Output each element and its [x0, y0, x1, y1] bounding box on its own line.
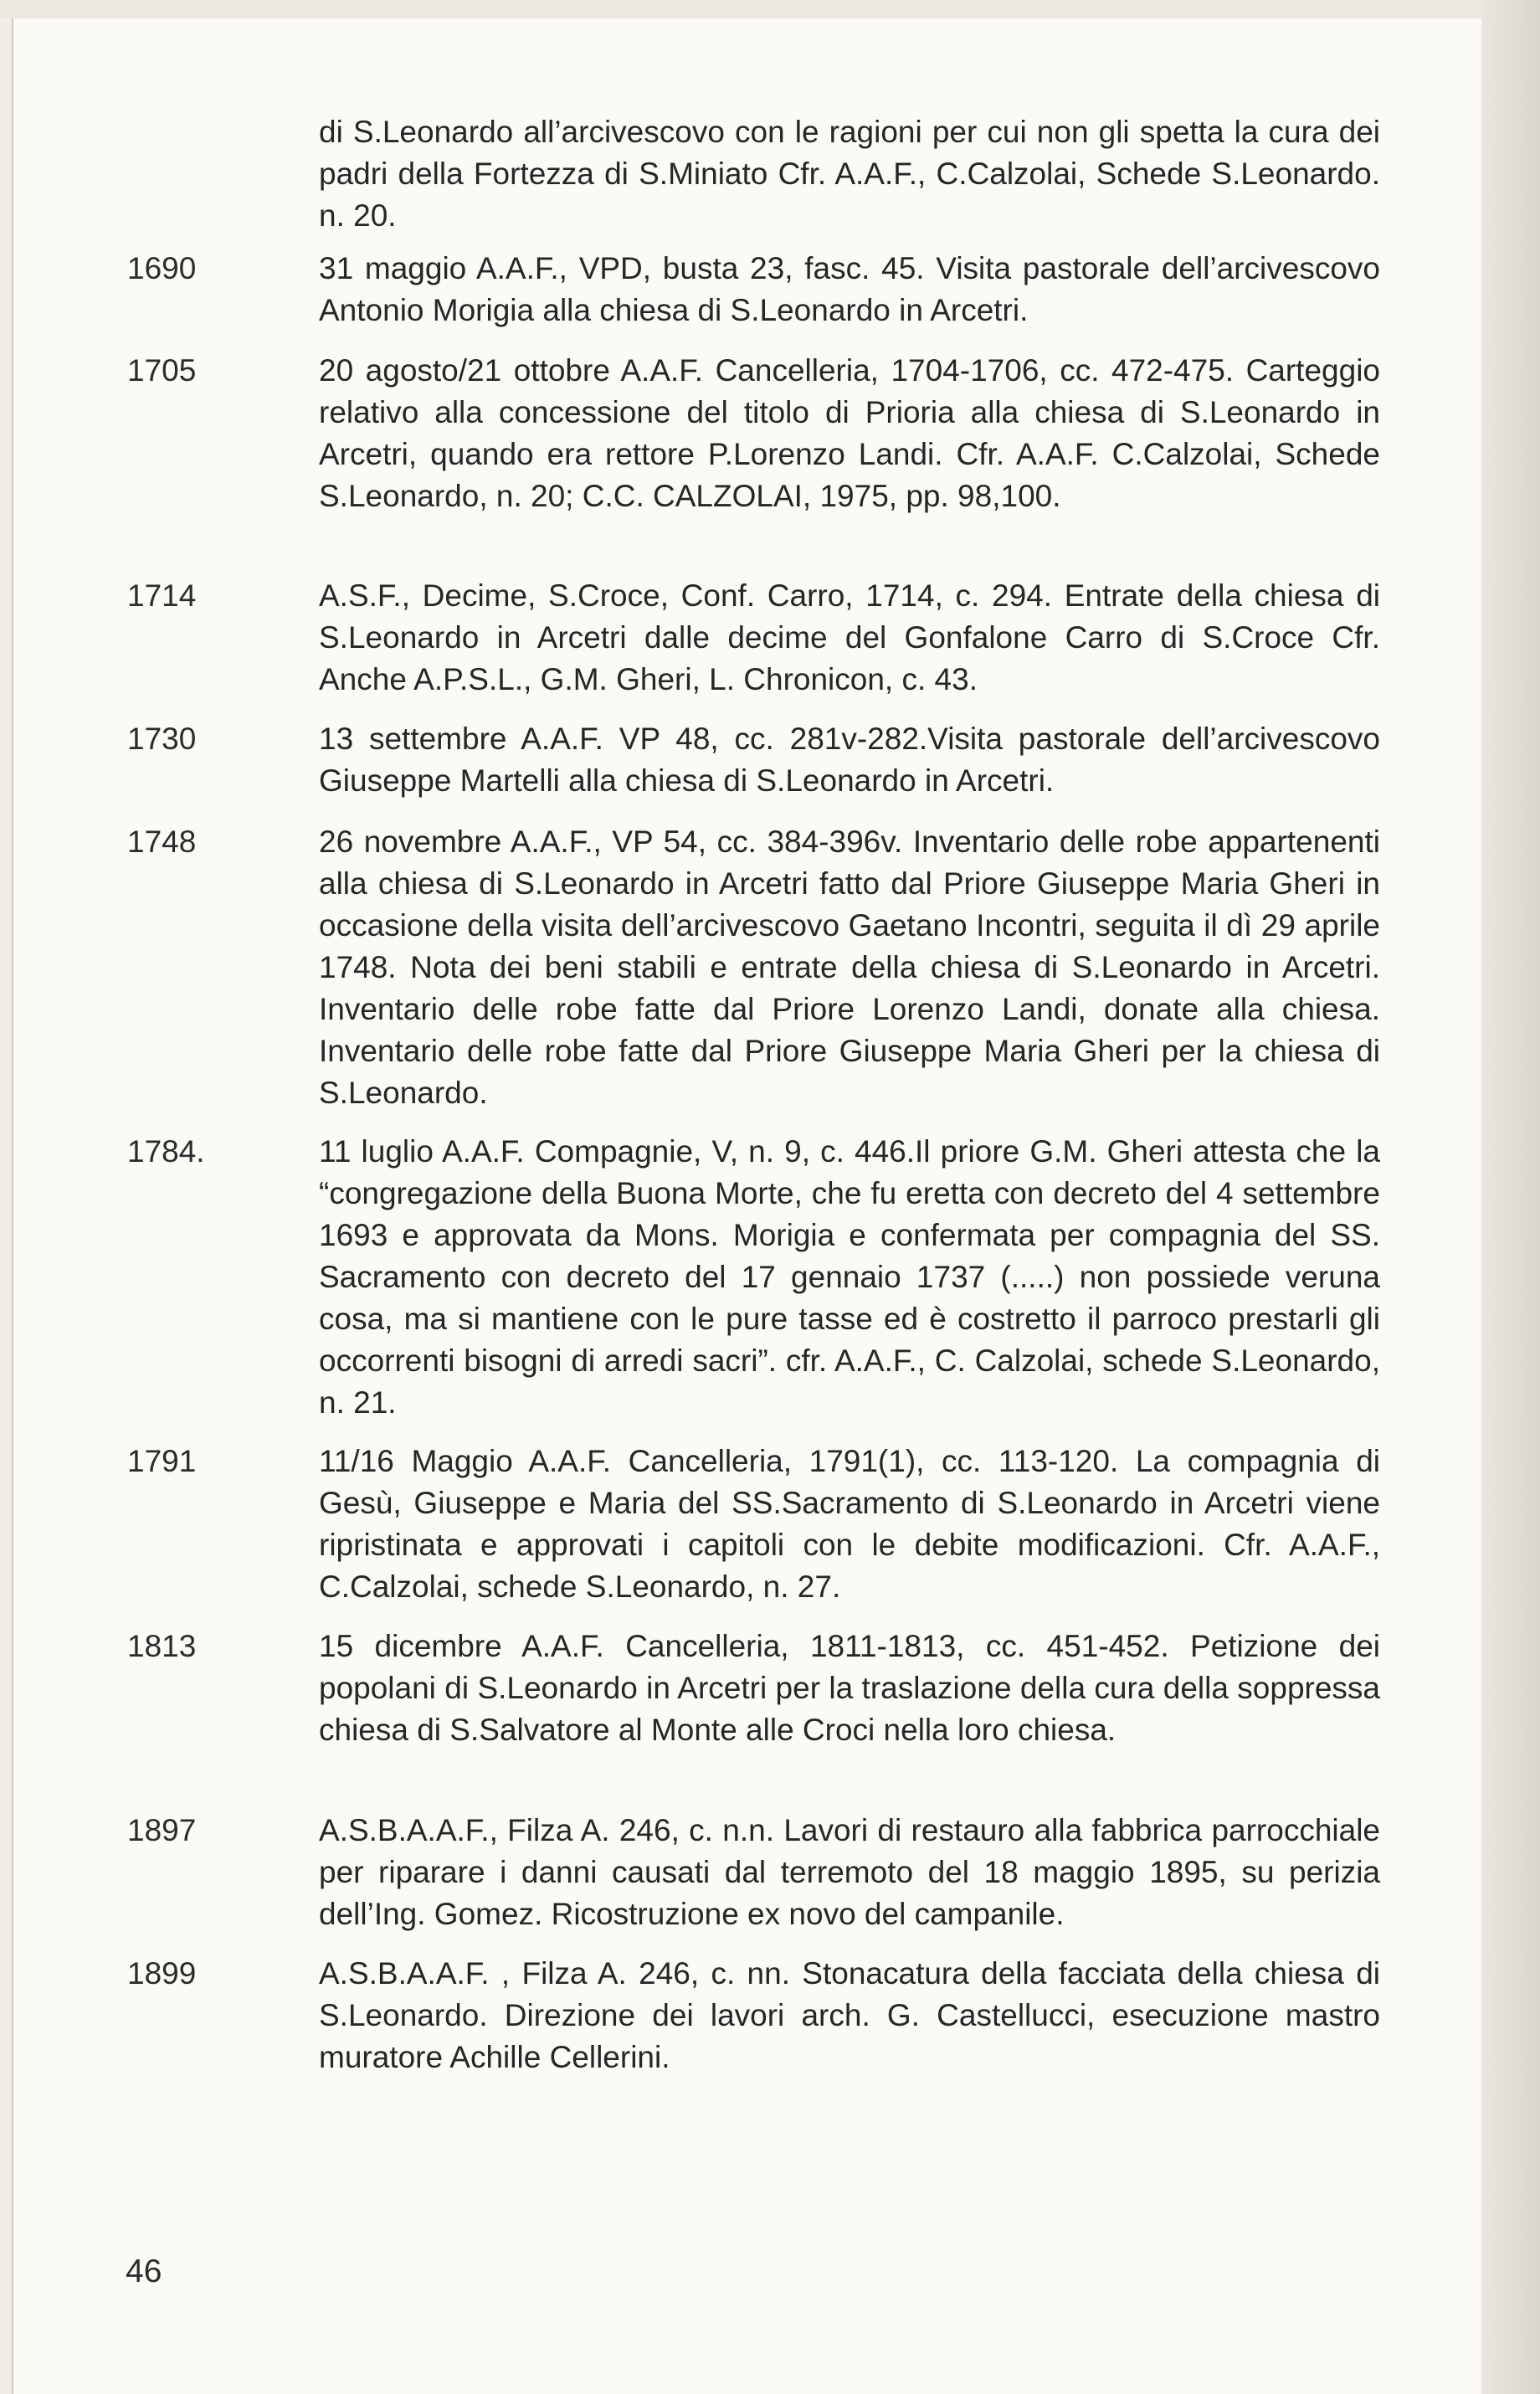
- entry-year: 1705: [127, 353, 197, 388]
- page-edge: [1481, 0, 1540, 2394]
- entry-text: 13 settembre A.A.F. VP 48, cc. 281v-282.Visita pastorale dell’arcivescovo Giuseppe Martelli alla chiesa di S.Leonardo in Arcetri.: [319, 722, 1380, 798]
- page-number: 46: [126, 2253, 162, 2289]
- entry-text: A.S.B.A.A.F. , Filza A. 246, c. nn. Stonacatura della facciata della chiesa di S.Leonardo. Direzione dei lavori arch. G. Castellucci, esecuzione mastro muratore Achille Cellerini.: [319, 1956, 1380, 2074]
- entry-text: 26 novembre A.A.F., VP 54, cc. 384-396v. Inventario delle robe appartenenti alla chiesa di S.Leonardo in Arcetri fatto dal Priore Giuseppe Maria Gheri in occasione della visita dell’arcivescovo Gaetano Incontri, seguita il dì 29 aprile 1748. Nota dei beni stabili e entrate della chiesa di S.Leonardo in Arcetri. Inventario delle robe fatte dal Priore Lorenzo Landi, donate alla chiesa. Inventario delle robe fatte dal Priore Giuseppe Maria Gheri per la chiesa di S.Leonardo.: [319, 825, 1380, 1110]
- entry-text: A.S.B.A.A.F., Filza A. 246, c. n.n. Lavori di restauro alla fabbrica parrocchiale per riparare i danni causati dal terremoto del 18 maggio 1895, su perizia dell’Ing. Gomez. Ricostruzione ex novo del campanile.: [319, 1813, 1380, 1931]
- entry-year: 1899: [127, 1956, 197, 1991]
- entry-year: 1813: [127, 1629, 197, 1663]
- entry-year: 1897: [127, 1813, 197, 1847]
- entry-year: 1714: [127, 578, 197, 613]
- entry-text: 31 maggio A.A.F., VPD, busta 23, fasc. 45. Visita pastorale dell’arcivescovo Antonio Morigia alla chiesa di S.Leonardo in Arcetri.: [319, 251, 1380, 327]
- entry-year: 1748: [127, 825, 197, 859]
- entry-text: 11 luglio A.A.F. Compagnie, V, n. 9, c. 446.Il priore G.M. Gheri attesta che la “congregazione della Buona Morte, che fu eretta con decreto del 4 settembre 1693 e approvata da Mons. Morigia e confermata per compagnia del SS. Sacramento con decreto del 17 gennaio 1737 (.....) non possiede veruna cosa, ma si mantiene con le pure tasse ed è costretto il parroco prestarli gli occorrenti bisogni di arredi sacri”. cfr. A.A.F., C. Calzolai, schede S.Leonardo, n. 21.: [319, 1134, 1380, 1420]
- entry-text: di S.Leonardo all’arcivescovo con le ragioni per cui non gli spetta la cura dei padri della Fortezza di S.Miniato Cfr. A.A.F., C.Calzolai, Schede S.Leonardo. n. 20.: [319, 115, 1380, 233]
- entry-year: 1784.: [127, 1134, 205, 1169]
- entry-text: 11/16 Maggio A.A.F. Cancelleria, 1791(1), cc. 113-120. La compagnia di Gesù, Giuseppe e Maria del SS.Sacramento di S.Leonardo in Arcetri viene ripristinata e approvati i capitoli con le debite modificazioni. Cfr. A.A.F., C.Calzolai, schede S.Leonardo, n. 27.: [319, 1444, 1380, 1604]
- entry-year: 1791: [127, 1444, 197, 1478]
- entry-year: 1730: [127, 722, 197, 756]
- page-top-shadow: [0, 0, 1540, 18]
- entry-text: A.S.F., Decime, S.Croce, Conf. Carro, 1714, c. 294. Entrate della chiesa di S.Leonardo in Arcetri dalle decime del Gonfalone Carro di S.Croce Cfr. Anche A.P.S.L., G.M. Gheri, L. Chronicon, c. 43.: [319, 578, 1380, 696]
- entry-text: 20 agosto/21 ottobre A.A.F. Cancelleria, 1704-1706, cc. 472-475. Carteggio relativo alla concessione del titolo di Prioria alla chiesa di S.Leonardo in Arcetri, quando era rettore P.Lorenzo Landi. Cfr. A.A.F. C.Calzolai, Schede S.Leonardo, n. 20; C.C. CALZOLAI, 1975, pp. 98,100.: [319, 353, 1380, 513]
- entry-year: 1690: [127, 251, 197, 285]
- entry-text: 15 dicembre A.A.F. Cancelleria, 1811-1813, cc. 451-452. Petizione dei popolani di S.Leonardo in Arcetri per la traslazione della cura della soppressa chiesa di S.Salvatore al Monte alle Croci nella loro chiesa.: [319, 1629, 1380, 1747]
